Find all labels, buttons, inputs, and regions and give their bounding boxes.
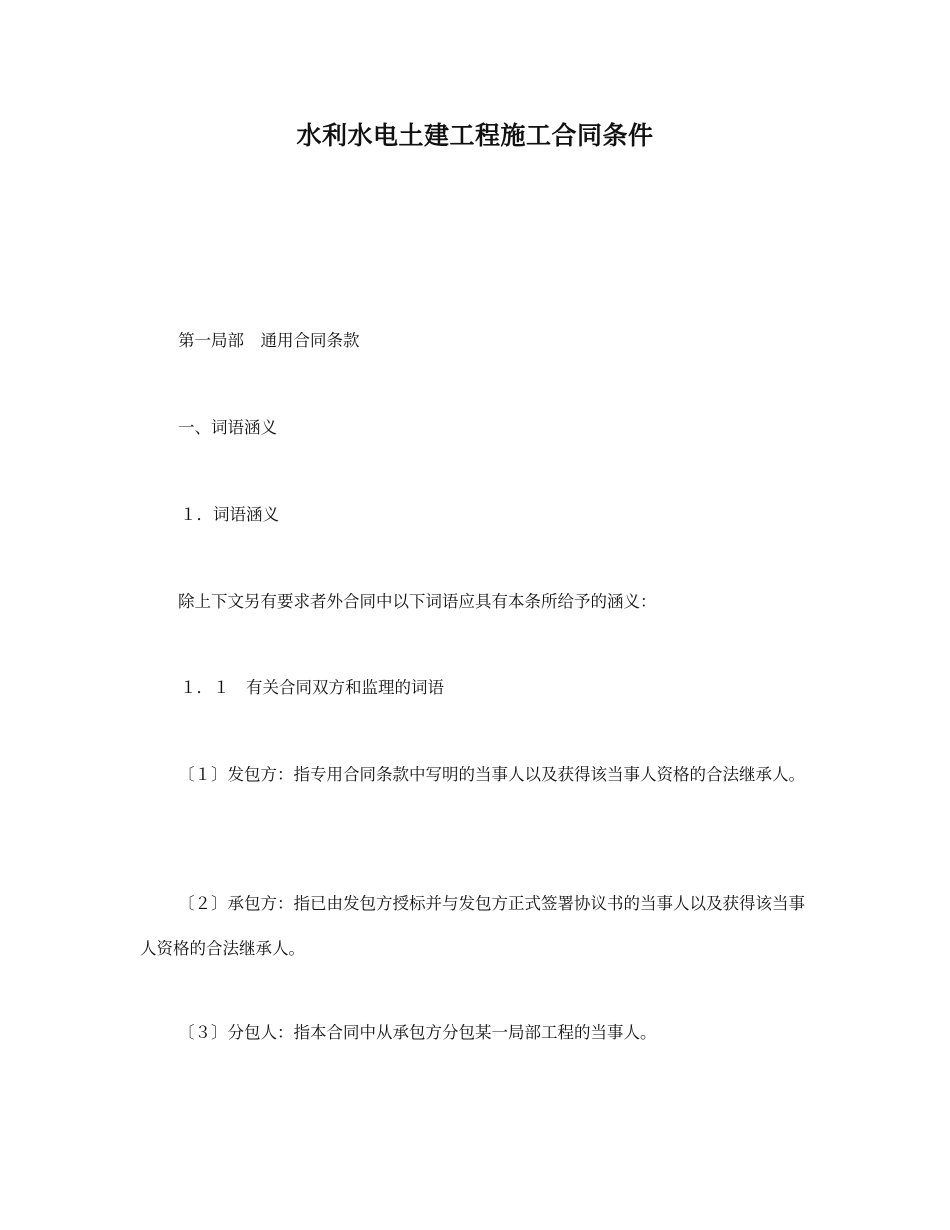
clause-heading: １．词语涵义 — [180, 505, 279, 524]
document-title: 水利水电土建工程施工合同条件 — [296, 121, 654, 150]
part-heading: 第一局部 通用合同条款 — [178, 331, 360, 350]
definition-subcontractor: 〔３〕分包人：指本合同中从承包方分包某一局部工程的当事人。 — [178, 1023, 657, 1042]
paragraph-intro: 除上下文另有要求者外合同中以下词语应具有本条所给予的涵义： — [178, 592, 657, 611]
subclause-heading: １．１ 有关合同双方和监理的词语 — [180, 678, 444, 697]
definition-employer: 〔１〕发包方：指专用合同条款中写明的当事人以及获得该当事人资格的合法继承人。 — [178, 765, 805, 784]
section-heading: 一、词语涵义 — [178, 418, 277, 437]
definition-contractor: 〔２〕承包方：指已由发包方授标并与发包方正式签署协议书的当事人以及获得该当事人资格的合法继承人。 — [140, 894, 805, 958]
